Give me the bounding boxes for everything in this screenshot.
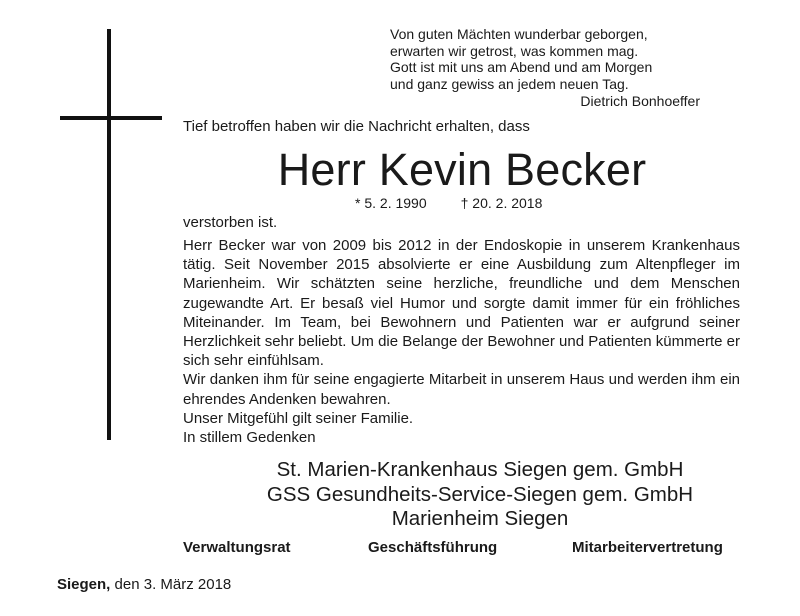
city-name: Siegen, <box>57 576 111 593</box>
poem-line: Gott ist mit uns am Abend und am Morgen <box>390 59 653 75</box>
organization-name: St. Marien-Krankenhaus Siegen gem. GmbH <box>276 458 684 481</box>
organization-name: Marienheim Siegen <box>391 507 569 530</box>
publication-date: den 3. März 2018 <box>114 576 232 593</box>
poem-line: erwarten wir getrost, was kommen mag. <box>390 42 639 59</box>
organization-list <box>160 458 800 532</box>
obituary-paragraph: Herr Becker war von 2009 bis 2012 in der Endoskopie in unserem Krankenhaus tätig. Seit November 2015 absolvierte er eine Ausbildung zum Altenpfleger im Marienheim. Wir schätzten seine herzliche, freundliche und dem Menschen zugewandte Art. Er besaß viel Humor und sorgte damit immer für ein fröhliches Miteinander. Im Team, bei Bewohnern und Patienten war er aufgrund seiner Herzlichkeit sehr beliebt. Um die Belange der Bewohner und Patienten kümmerte er sich sehr einfühlsam. <box>183 237 740 370</box>
poem-quote <box>390 26 700 110</box>
thanks-paragraph: Wir danken ihm für seine engagierte Mitarbeit in unserem Haus und werden ihm ein ehrendes Andenken bewahren. <box>183 371 740 408</box>
condolence-line: Unser Mitgefühl gilt seiner Familie. <box>183 409 414 427</box>
role-board: Verwaltungsrat <box>183 539 291 556</box>
deceased-name: Herr Kevin Becker <box>277 144 647 195</box>
role-staff-council: Mitarbeitervertretung <box>572 539 723 556</box>
death-date: † 20. 2. 2018 <box>460 195 543 211</box>
intro-text: Tief betroffen haben wir die Nachricht erhalten, dass <box>183 118 530 135</box>
deceased-phrase: verstorben ist. <box>183 214 278 231</box>
poem-line: und ganz gewiss an jedem neuen Tag. <box>390 75 629 92</box>
poem-line: Von guten Mächten wunderbar geborgen, <box>390 26 648 42</box>
obituary-body <box>183 236 740 447</box>
birth-date: * 5. 2. 1990 <box>355 195 427 211</box>
organization-name: GSS Gesundheits-Service-Siegen gem. GmbH <box>266 482 694 506</box>
cross-horizontal-bar <box>60 116 162 120</box>
life-dates <box>355 195 542 211</box>
cross-vertical-bar <box>107 29 111 440</box>
role-management: Geschäftsführung <box>368 539 498 556</box>
place-date-line <box>57 576 231 593</box>
memorial-line: In stillem Gedenken <box>183 429 316 447</box>
poem-author: Dietrich Bonhoeffer <box>580 93 700 109</box>
